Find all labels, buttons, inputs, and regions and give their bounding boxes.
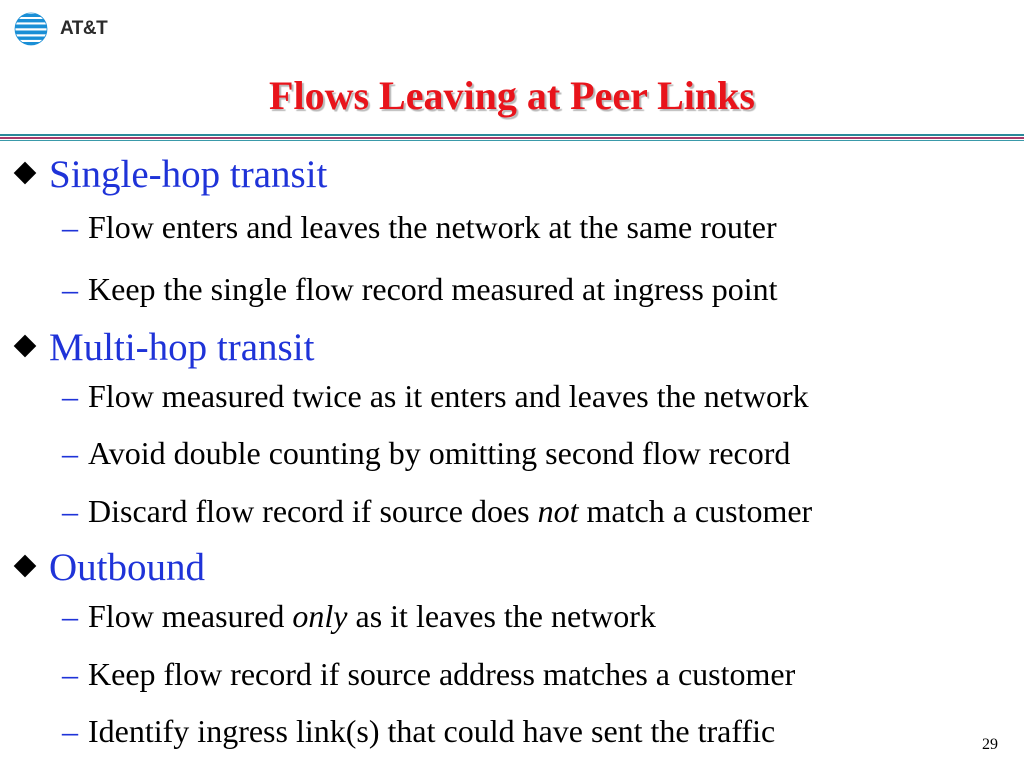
list-item-text: Flow measured twice as it enters and leaves the network (88, 378, 809, 414)
list-item (62, 380, 809, 412)
list-item (62, 273, 778, 305)
list-item-text: Flow measured (88, 598, 293, 634)
section-heading (14, 548, 205, 587)
list-item-text: match a customer (578, 493, 813, 529)
dash-bullet-icon: – (62, 378, 78, 414)
section-heading (14, 328, 314, 367)
list-item-text: Keep the single flow record measured at ingress point (88, 271, 778, 307)
section-heading (14, 155, 327, 194)
page-number: 29 (982, 736, 998, 753)
diamond-bullet-icon (14, 162, 37, 185)
dash-bullet-icon: – (62, 598, 78, 634)
list-item (62, 715, 775, 747)
list-item-text: Identify ingress link(s) that could have sent the traffic (88, 713, 776, 749)
list-item-text: Avoid double counting by omitting second flow record (88, 435, 791, 471)
section-heading-text: Single-hop transit (49, 153, 328, 196)
list-item-text: Keep flow record if source address matches a customer (88, 656, 796, 692)
emphasis-text: only (292, 598, 348, 634)
dash-bullet-icon: – (62, 493, 78, 529)
list-item (62, 211, 777, 243)
list-item (62, 495, 812, 527)
slide-title: Flows Leaving at Peer Links (269, 73, 755, 118)
list-item (62, 658, 795, 690)
diamond-bullet-icon (14, 555, 37, 578)
list-item-text: Discard flow record if source does (88, 493, 538, 529)
section-heading-text: Multi-hop transit (49, 326, 315, 369)
dash-bullet-icon: – (62, 271, 78, 307)
dash-bullet-icon: – (62, 713, 78, 749)
section-heading-text: Outbound (49, 546, 205, 589)
list-item (62, 600, 656, 632)
list-item-text: as it leaves the network (347, 598, 656, 634)
emphasis-text: not (537, 493, 579, 529)
list-item-text: Flow enters and leaves the network at the same router (88, 209, 777, 245)
list-item (62, 437, 790, 469)
dash-bullet-icon: – (62, 656, 78, 692)
dash-bullet-icon: – (62, 435, 78, 471)
dash-bullet-icon: – (62, 209, 78, 245)
diamond-bullet-icon (14, 335, 37, 358)
logo-text: AT&T (60, 18, 108, 39)
